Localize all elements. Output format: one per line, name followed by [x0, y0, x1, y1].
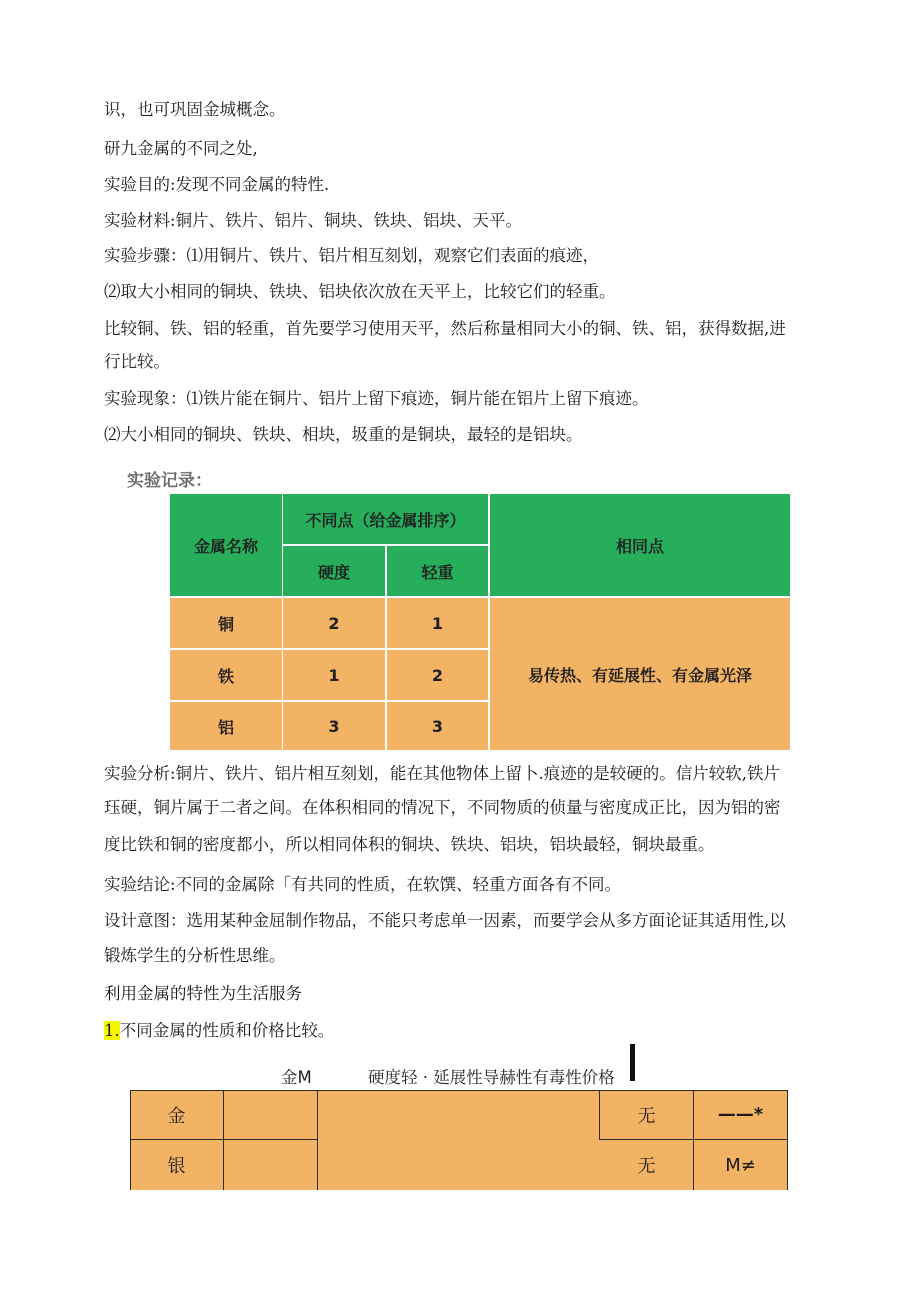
paragraph: 实验现象：⑴铁片能在铜片、铝片上留下痕迹，铜片能在铝片上留下痕迹。 [104, 389, 649, 408]
paragraph: 实验目的:发现不同金属的特性. [104, 175, 330, 194]
paragraph: 度比铁和铜的密度都小，所以相同体积的铜块、铁块、铝块，铝块最轻，铜块最重。 [104, 835, 715, 854]
header-common: 相同点 [490, 494, 790, 596]
table2-row-toxic: 无 [637, 1156, 656, 1177]
row-weight: 2 [387, 650, 488, 700]
paragraph: 实验步骤：⑴用铜片、铁片、铝片相互刻划，观察它们表面的痕迹， [104, 246, 599, 265]
paragraph: 实验分析:铜片、铁片、铝片相互刻划，能在其他物体上留卜.痕迹的是较硬的。信片较软,铁片 [104, 764, 781, 783]
common-properties: 易传热、有延展性、有金属光泽 [490, 598, 790, 750]
record-table [170, 494, 790, 750]
paragraph: 珏硬，铜片属于二者之间。在体积相同的情况下，不同物质的侦量与密度成正比，因为铝的密 [104, 798, 781, 817]
row-metal: 铝 [170, 702, 282, 750]
table2-header-metal: 金M [281, 1068, 312, 1087]
row-metal: 铜 [170, 598, 282, 648]
row-hardness: 1 [283, 650, 385, 700]
paragraph: 识，也可巩固金城概念。 [104, 100, 286, 119]
header-differences: 不同点（给金属排序） [283, 494, 488, 544]
table2-row-metal: 金 [167, 1105, 186, 1127]
row-weight: 1 [387, 598, 488, 648]
vertical-bar [630, 1044, 635, 1081]
row-hardness: 2 [283, 598, 385, 648]
record-title: 实验记录： [127, 471, 212, 491]
item-text: 不同金属的性质和价格比较。 [119, 1021, 335, 1040]
row-weight: 3 [387, 702, 488, 750]
header-hardness: 硬度 [283, 546, 385, 596]
paragraph: 行比较。 [104, 352, 170, 371]
table2-row-price: M≠ [725, 1154, 756, 1176]
paragraph: 设计意图：选用某种金屈制作物品，不能只考虑单一因素，而要学会从多方面论证其适用性,以 [104, 911, 786, 930]
paragraph: ⑵大小相同的铜块、铁块、相块，圾重的是铜块，最轻的是铝块。 [104, 425, 583, 444]
paragraph: 比较铜、铁、铝的轻重，首先要学习使用天平，然后称量相同大小的铜、铁、铝，获得数据,进 [104, 319, 786, 338]
header-weight: 轻重 [387, 546, 488, 596]
row-hardness: 3 [283, 702, 385, 750]
table2-row-metal: 银 [167, 1156, 186, 1177]
item-number-highlight: 1. [104, 1021, 120, 1040]
table2-row-toxic: 无 [637, 1105, 656, 1127]
metal-price-table [130, 1090, 788, 1190]
paragraph: 实验结论:不同的金属除「有共同的性质，在软馔、轻重方面各有不同。 [104, 875, 622, 894]
paragraph: 利用金属的特性为生活服务 [104, 984, 302, 1003]
paragraph: 锻炼学生的分析性思维。 [104, 946, 286, 965]
paragraph: 实验材料:铜片、铁片、铝片、铜块、铁块、铝块、天平。 [104, 211, 523, 230]
list-item-1 [104, 1020, 334, 1042]
paragraph: ⑵取大小相同的铜块、铁块、铝块依次放在天平上，比较它们的轻重。 [104, 282, 616, 301]
table2-header-properties: 硬度轻 · 延展性导赫性有毒性价格 [368, 1068, 615, 1087]
paragraph: 研九金属的不同之处, [104, 139, 258, 158]
table2-row-price: ——* [717, 1104, 764, 1125]
row-metal: 铁 [170, 650, 282, 700]
header-metal-name: 金属名称 [170, 494, 282, 596]
